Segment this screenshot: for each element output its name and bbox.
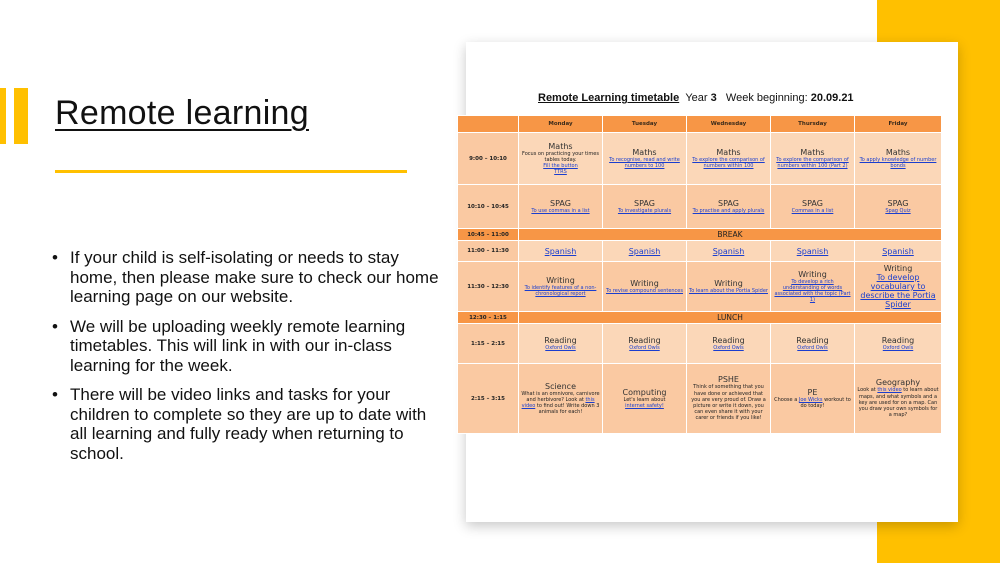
lesson-link[interactable]: Oxford Owls [629,344,660,351]
subject-label: Maths [800,147,825,157]
lesson-text: Choose a [774,396,798,403]
year-value: 3 [710,92,717,104]
day-header: Tuesday [603,116,687,133]
subject-label: Reading [881,335,915,345]
time-cell: 9:00 – 10:10 [458,133,519,185]
subject-label: Science [544,381,576,391]
lesson-cell [771,241,855,262]
time-cell: 10:45 – 11:00 [458,229,519,241]
lesson-link[interactable]: Spanish [544,246,577,256]
lesson-link[interactable]: To identify features of a non-chronological report [524,284,597,297]
lesson-link[interactable]: Spanish [628,246,661,256]
lesson-link[interactable]: Oxford Owls [713,344,744,351]
subject-label: Reading [544,335,577,345]
lesson-link[interactable]: TTRS [554,169,567,176]
day-header: Friday [855,116,942,133]
subject-label: PSHE [718,375,739,385]
lesson-text: workout to do today! [800,396,851,409]
break-row [458,229,942,241]
time-cell: 11:00 – 11:30 [458,241,519,262]
time-cell: 10:10 – 10:45 [458,185,519,229]
subject-label: Reading [712,335,745,345]
subject-label: Maths [632,147,657,157]
lesson-link[interactable]: To investigate plurals [617,207,672,214]
lesson-link[interactable]: this video [521,396,595,409]
lesson-link[interactable]: To practise and apply plurals [692,207,765,214]
lesson-cell [771,364,855,434]
subject-label: Maths [885,147,911,157]
lesson-cell [771,262,855,312]
subject-label: SPAG [634,198,655,208]
subject-label: Writing [798,269,827,279]
subject-label: Writing [883,264,913,273]
bullet-list [52,248,444,473]
header-row [458,116,942,133]
lesson-cell [519,324,603,364]
time-cell: 12:30 – 1:15 [458,312,519,324]
table-row [458,262,942,312]
lesson-link[interactable]: Oxford Owls [882,344,914,351]
lesson-text: What is an omnivore, carnivore and herbivore? Look at [521,390,600,403]
lesson-cell [855,185,942,229]
subject-label: Writing [630,278,659,288]
lesson-cell [603,324,687,364]
time-cell: 11:30 – 12:30 [458,262,519,312]
lesson-link[interactable]: To apply knowledge of number bonds [859,156,937,169]
year-label: Year [685,92,708,104]
lesson-cell [855,364,942,434]
subject-label: Reading [628,335,661,345]
lunch-row [458,312,942,324]
lesson-link[interactable]: Spanish [712,246,745,256]
slide-title: Remote learning [55,94,309,132]
table-row [458,133,942,185]
subject-label: PE [807,387,818,397]
table-row [458,185,942,229]
lesson-link[interactable]: Fill the button [543,163,578,169]
timetable-title: Remote Learning timetable [538,92,680,104]
day-header: Thursday [771,116,855,133]
lesson-cell [687,262,771,312]
bullet-item: • We will be uploading weekly remote learning timetables. This will link in with our in-class learning for the week. [52,317,444,376]
corner-cell [458,116,519,133]
lesson-cell [519,133,603,185]
subject-label: SPAG [802,198,823,208]
lesson-cell [603,133,687,185]
lesson-cell [771,133,855,185]
lesson-cell [603,262,687,312]
lesson-cell [687,364,771,434]
subject-label: SPAG [887,198,909,208]
title-divider [55,170,407,173]
lesson-link[interactable]: To revise compound sentences [606,287,683,294]
lesson-link[interactable]: Oxford Owls [797,344,828,351]
subject-label: Reading [796,335,829,345]
lesson-cell [855,262,942,312]
lesson-cell [687,133,771,185]
lesson-link[interactable]: Spanish [882,246,914,256]
lunch-label: LUNCH [519,312,942,324]
lesson-link[interactable]: Oxford Owls [545,344,576,351]
lesson-link[interactable]: To learn about the Portia Spider [689,287,768,294]
time-cell: 1:15 – 2:15 [458,324,519,364]
lesson-link[interactable]: To develop a rich understanding of words associated with the topic (Part 1) [774,278,851,304]
day-header: Monday [519,116,603,133]
lesson-text: Let's learn about [623,396,666,403]
lesson-cell [519,364,603,434]
timetable-table [457,115,942,434]
lesson-text: Focus on practicing your times tables today. [522,150,599,163]
lesson-cell [519,262,603,312]
subject-label: Maths [548,141,573,151]
subject-label: SPAG [550,198,571,208]
lesson-cell [855,324,942,364]
lesson-cell [519,185,603,229]
week-value: 20.09.21 [810,92,854,104]
break-label: BREAK [519,229,942,241]
timetable-image [466,42,958,522]
lesson-cell [687,241,771,262]
subject-label: Computing [622,387,667,397]
table-row [458,324,942,364]
table-row [458,241,942,262]
bullet-item: • If your child is self-isolating or needs to stay home, then please make sure to check our home learning page on our website. [52,248,444,307]
lesson-link[interactable]: To explore the comparison of numbers within 100 (Part 2) [776,156,849,169]
lesson-cell [687,185,771,229]
lesson-link[interactable]: this video [877,387,902,394]
lesson-cell [771,324,855,364]
subject-label: Writing [714,278,743,288]
bullet-item: • There will be video links and tasks for your children to complete so they are up to date with all learning and fully ready when returning to school. [52,385,444,463]
lesson-link[interactable]: To explore the comparison of numbers within 100 [692,156,765,169]
subject-label: SPAG [718,198,739,208]
timetable-heading [538,92,854,104]
day-header: Wednesday [687,116,771,133]
accent-bar-left [0,88,6,144]
lesson-cell [519,241,603,262]
lesson-link[interactable]: Commas in a list [791,207,834,214]
subject-label: Maths [716,147,741,157]
lesson-link[interactable]: Spanish [796,246,829,256]
lesson-cell [687,324,771,364]
subject-label: Geography [875,378,921,388]
lesson-text: to find out! Write down 3 animals for each! [536,403,600,416]
lesson-link[interactable]: Joe Wicks [798,396,823,403]
lesson-text: Look at [857,387,876,394]
lesson-cell [771,185,855,229]
accent-bar-left-thick [14,88,28,144]
lesson-link[interactable]: To use commas in a list [531,207,590,214]
lesson-text: to learn about maps, and what symbols and a key are used for on a map. Can you draw your own symbols for a map? [858,387,939,419]
lesson-cell [855,133,942,185]
lesson-text: Think of something that you have done or achieved that you are very proud of. Draw a picture or write it down, you can even share it with your carer or friends if you like! [691,384,766,422]
week-label: Week beginning: [725,92,808,104]
table-row [458,364,942,434]
lesson-cell [603,185,687,229]
lesson-link[interactable]: To recognise, read and write numbers to 100 [609,156,680,169]
lesson-link[interactable]: To develop vocabulary to describe the Portia Spider [860,273,936,309]
lesson-link[interactable]: Spag Quiz [885,207,911,214]
lesson-cell [603,364,687,434]
lesson-link[interactable]: internet safety! [625,403,664,409]
subject-label: Writing [546,275,575,285]
lesson-cell [855,241,942,262]
time-cell: 2:15 – 3:15 [458,364,519,434]
lesson-cell [603,241,687,262]
